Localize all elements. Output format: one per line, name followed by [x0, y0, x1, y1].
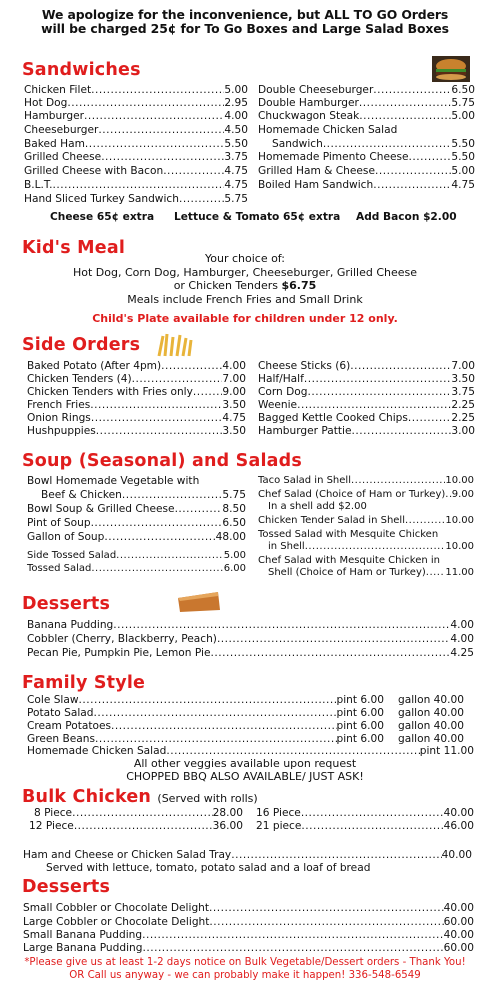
item-price: 4.75	[224, 165, 248, 177]
item-name: Chicken Tenders with Fries only	[27, 386, 193, 398]
menu-item	[258, 97, 475, 110]
dot-leader	[91, 412, 223, 425]
item-price: 4.75	[451, 179, 475, 191]
menu-item	[23, 902, 474, 915]
dot-leader	[142, 929, 444, 942]
footer-call: OR Call us anyway - we can probably make it happen! 336-548-6549	[69, 970, 421, 981]
dot-leader	[359, 97, 452, 110]
item-price: 40.00	[443, 929, 474, 941]
section-title-kids-meal: Kid's Meal	[22, 238, 126, 258]
pint-price: pint 6.00	[336, 694, 384, 706]
item-price: 5.00	[451, 165, 475, 177]
dot-leader	[373, 179, 451, 192]
notice-line-2: will be charged 25¢ for To Go Boxes and Large Salad Boxes	[41, 21, 449, 36]
item-name: Sandwich	[272, 138, 323, 150]
childs-plate-note: Child's Plate available for children under 12 only.	[92, 312, 398, 325]
item-price: 10.00	[445, 541, 474, 552]
menu-item	[27, 647, 474, 660]
item-price: 4.00	[222, 360, 246, 372]
item-name: Double Hamburger	[258, 97, 359, 109]
to-go-notice	[0, 0, 490, 36]
item-price: 7.00	[222, 373, 246, 385]
menu-item	[27, 399, 246, 412]
dot-leader	[161, 360, 222, 373]
menu-item	[256, 807, 474, 820]
section-title-sandwiches: Sandwiches	[22, 60, 141, 80]
dot-leader	[305, 541, 446, 554]
item-price: 4.00	[450, 633, 474, 645]
item-name: Grilled Ham & Cheese	[258, 165, 375, 177]
item-price: 7.00	[451, 360, 475, 372]
tray-price: 40.00	[441, 849, 472, 861]
kids-tenders-text: or Chicken Tenders	[173, 279, 278, 292]
item-price: 48.00	[215, 531, 246, 543]
item-price: 5.00	[223, 550, 246, 561]
item-name: Green Beans	[27, 733, 95, 745]
tray-note: Served with lettuce, tomato, potato salad and a loaf of bread	[46, 862, 371, 874]
item-name: Baked Ham	[24, 138, 85, 150]
menu-item	[27, 531, 246, 544]
item-name: Chicken Filet	[24, 84, 92, 96]
menu-item	[258, 425, 475, 438]
dot-leader	[104, 531, 215, 544]
menu-item	[258, 501, 474, 514]
dot-leader	[113, 619, 450, 632]
section-title-bulk-chicken	[22, 787, 258, 807]
section-title-desserts: Desserts	[22, 594, 111, 614]
item-price: 2.25	[451, 399, 475, 411]
menu-item	[258, 399, 475, 412]
menu-item	[27, 563, 246, 576]
menu-item	[23, 929, 474, 942]
item-price: 2.95	[224, 97, 248, 109]
item-price: 2.25	[451, 412, 475, 424]
item-price: 11.00	[445, 567, 474, 578]
dot-leader	[373, 84, 451, 97]
menu-item	[24, 151, 248, 164]
dot-leader	[96, 425, 223, 438]
dot-leader	[405, 515, 445, 528]
item-name: Cheese Sticks (6)	[258, 360, 351, 372]
menu-item	[27, 550, 246, 563]
dot-leader	[426, 567, 446, 580]
dot-leader	[308, 386, 452, 399]
menu-item	[27, 475, 246, 488]
item-price: 6.00	[223, 563, 246, 574]
dot-leader	[72, 807, 213, 820]
gallon-price: gallon 40.00	[398, 733, 464, 745]
dot-leader	[163, 165, 224, 178]
menu-item	[27, 619, 474, 632]
item-name: Small Banana Pudding	[23, 929, 143, 941]
item-name: Hushpuppies	[27, 425, 96, 437]
menu-item	[24, 165, 248, 178]
item-name: Corn Dog	[258, 386, 308, 398]
item-price: 60.00	[443, 916, 474, 928]
pint-price: pint 6.00	[336, 733, 384, 745]
pint-price: pint 6.00	[336, 720, 384, 732]
gallon-price: gallon 40.00	[398, 707, 464, 719]
dot-leader	[408, 412, 451, 425]
item-name: Chuckwagon Steak	[258, 110, 360, 122]
item-name: In a shell add $2.00	[268, 501, 367, 512]
item-price: 5.75	[451, 97, 475, 109]
item-name: Bowl Homemade Vegetable with	[27, 475, 200, 487]
item-name: Boiled Ham Sandwich	[258, 179, 374, 191]
menu-item	[258, 373, 475, 386]
family-item	[27, 694, 384, 707]
menu-item	[24, 124, 248, 137]
menu-item	[24, 84, 248, 97]
item-price: 40.00	[443, 807, 474, 819]
item-price: 3.50	[451, 373, 475, 385]
dot-leader	[304, 373, 452, 386]
item-price: 9.00	[451, 489, 474, 500]
french-fries-icon	[153, 332, 197, 358]
pie-slice-icon	[176, 588, 222, 616]
gallon-price: gallon 40.00	[398, 720, 464, 732]
item-name: Chicken Tender Salad in Shell	[258, 515, 405, 526]
item-name: Potato Salad	[27, 707, 94, 719]
item-name: 8 Piece	[34, 807, 73, 819]
dot-leader	[90, 399, 222, 412]
menu-item	[258, 529, 474, 542]
menu-item	[24, 97, 248, 110]
item-price: 4.00	[450, 619, 474, 631]
dot-leader	[116, 550, 224, 563]
dot-leader	[85, 138, 225, 151]
item-name: Cobbler (Cherry, Blackberry, Peach)	[27, 633, 217, 645]
item-name: Half/Half	[258, 373, 304, 385]
dot-leader	[375, 165, 451, 178]
item-name: Banana Pudding	[27, 619, 114, 631]
menu-item	[258, 541, 474, 554]
item-name: Homemade Chicken Salad	[258, 124, 398, 136]
menu-item	[258, 386, 475, 399]
item-name: Weenie	[258, 399, 298, 411]
dot-leader	[67, 97, 224, 110]
item-price: 4.00	[224, 110, 248, 122]
notice-line-1: We apologize for the inconvenience, but ALL TO GO Orders	[41, 7, 449, 22]
family-item-chicken-salad	[27, 745, 474, 758]
family-item	[27, 720, 384, 733]
item-price: 8.50	[222, 503, 246, 515]
dot-leader	[193, 386, 223, 399]
dot-leader	[210, 647, 450, 660]
item-name: 21 piece	[256, 820, 302, 832]
extra-lettuce-tomato: Lettuce & Tomato 65¢ extra	[174, 211, 341, 223]
item-price: 3.75	[224, 151, 248, 163]
menu-item	[258, 515, 474, 528]
menu-item	[258, 151, 475, 164]
item-name: Tossed Salad	[27, 563, 92, 574]
item-price: 4.25	[450, 647, 474, 659]
item-price: 46.00	[443, 820, 474, 832]
item-name: Tossed Salad with Mesquite Chicken	[258, 529, 439, 540]
kids-meal-includes: Meals include French Fries and Small Drink	[127, 293, 363, 306]
menu-item	[23, 916, 474, 929]
menu-item	[24, 179, 248, 192]
item-name: Grilled Cheese	[24, 151, 102, 163]
dot-leader	[84, 110, 224, 123]
dot-leader	[175, 503, 223, 516]
menu-item	[258, 489, 474, 502]
dot-leader	[79, 694, 337, 707]
menu-item	[27, 412, 246, 425]
dot-leader	[301, 820, 443, 833]
item-name: Homemade Pimento Cheese	[258, 151, 409, 163]
item-name: Hamburger Pattie	[258, 425, 352, 437]
bulk-chicken-title: Bulk Chicken	[22, 787, 152, 807]
dot-leader	[297, 399, 451, 412]
item-price: 5.75	[224, 193, 248, 205]
item-name: Chef Salad (Choice of Ham or Turkey)	[258, 489, 446, 500]
kids-options-line-2	[0, 279, 490, 292]
item-price: 4.50	[224, 124, 248, 136]
dot-leader	[95, 733, 337, 746]
item-price: 6.50	[451, 84, 475, 96]
dot-leader	[91, 517, 223, 530]
item-name: Cole Slaw	[27, 694, 79, 706]
item-name: Small Cobbler or Chocolate Delight	[23, 902, 210, 914]
dot-leader	[301, 807, 444, 820]
menu-item	[258, 124, 475, 137]
item-price: 3.50	[222, 425, 246, 437]
item-price: 5.50	[224, 138, 248, 150]
item-name: Homemade Chicken Salad	[27, 745, 167, 757]
item-name: B.L.T.	[24, 179, 53, 191]
item-price: 5.75	[222, 489, 246, 501]
dot-leader	[352, 425, 452, 438]
dot-leader	[166, 745, 419, 758]
item-price: 28.00	[212, 807, 243, 819]
gallon-price: gallon 40.00	[398, 694, 464, 706]
menu-item	[256, 820, 474, 833]
item-name: Pecan Pie, Pumpkin Pie, Lemon Pie	[27, 647, 211, 659]
item-name: Grilled Cheese with Bacon	[24, 165, 164, 177]
item-name: Hot Dog	[24, 97, 68, 109]
section-title-family-style: Family Style	[22, 673, 146, 693]
item-price: 4.75	[222, 412, 246, 424]
item-name: French Fries	[27, 399, 91, 411]
menu-item	[24, 193, 248, 206]
menu-item	[27, 633, 474, 646]
item-name: Large Banana Pudding	[23, 942, 143, 954]
item-name: Hand Sliced Turkey Sandwich	[24, 193, 179, 205]
item-price: 9.00	[222, 386, 246, 398]
menu-item	[258, 110, 475, 123]
item-name: Onion Rings	[27, 412, 91, 424]
dot-leader	[53, 179, 225, 192]
menu-item	[29, 820, 243, 833]
dot-leader	[209, 902, 444, 915]
section-title-soup-salads: Soup (Seasonal) and Salads	[22, 451, 303, 471]
menu-item	[258, 179, 475, 192]
pint-price: pint 6.00	[336, 707, 384, 719]
dot-leader	[111, 720, 336, 733]
menu-item	[258, 360, 475, 373]
menu-item	[27, 503, 246, 516]
dot-leader	[409, 151, 452, 164]
menu-item	[27, 425, 246, 438]
dot-leader	[179, 193, 224, 206]
burger-icon	[432, 56, 470, 82]
item-price: 10.00	[445, 475, 474, 486]
menu-item	[27, 360, 246, 373]
item-name: Pint of Soup	[27, 517, 91, 529]
menu-item	[258, 567, 474, 580]
item-name: Hamburger	[24, 110, 84, 122]
extra-bacon: Add Bacon $2.00	[356, 211, 457, 223]
dot-leader	[122, 489, 223, 502]
dot-leader	[209, 916, 443, 929]
dot-leader	[91, 84, 224, 97]
tray-name: Ham and Cheese or Chicken Salad Tray	[23, 849, 232, 861]
menu-item	[27, 517, 246, 530]
kids-options-line-1: Hot Dog, Corn Dog, Hamburger, Cheeseburger, Grilled Cheese	[72, 266, 418, 279]
item-name: Chef Salad with Mesquite Chicken in	[258, 555, 440, 566]
dot-leader	[94, 707, 337, 720]
kids-choice: Your choice of:	[204, 252, 285, 265]
item-name: 12 Piece	[29, 820, 74, 832]
item-price: 4.75	[224, 179, 248, 191]
menu-item	[27, 386, 246, 399]
item-price: 40.00	[443, 902, 474, 914]
dot-leader	[217, 633, 450, 646]
dot-leader	[91, 563, 223, 576]
item-name: Double Cheeseburger	[258, 84, 374, 96]
item-name: Cream Potatoes	[27, 720, 112, 732]
section-title-bulk-desserts: Desserts	[22, 877, 111, 897]
item-price: 36.00	[212, 820, 243, 832]
item-name: in Shell	[268, 541, 305, 552]
dot-leader	[323, 138, 452, 151]
item-price: 60.00	[443, 942, 474, 954]
family-note-veggies: All other veggies available upon request	[133, 757, 357, 770]
menu-item	[258, 84, 475, 97]
item-name: Cheeseburger	[24, 124, 99, 136]
item-name: Side Tossed Salad	[27, 550, 117, 561]
item-name: Taco Salad in Shell	[258, 475, 351, 486]
item-name: Beef & Chicken	[41, 489, 122, 501]
extra-cheese: Cheese 65¢ extra	[50, 211, 155, 223]
menu-item	[27, 489, 246, 502]
dot-leader	[132, 373, 223, 386]
item-price: 6.50	[222, 517, 246, 529]
menu-item	[24, 110, 248, 123]
dot-leader	[351, 475, 445, 488]
item-price: 5.00	[224, 84, 248, 96]
item-name: 16 Piece	[256, 807, 301, 819]
kids-price: $6.75	[281, 279, 317, 292]
tray-row	[23, 849, 472, 862]
item-price: 5.50	[451, 138, 475, 150]
item-price: 3.00	[451, 425, 475, 437]
menu-item	[258, 555, 474, 568]
item-name: Large Cobbler or Chocolate Delight	[23, 916, 210, 928]
dot-leader	[101, 151, 224, 164]
item-price: 3.50	[222, 399, 246, 411]
item-price: 5.00	[451, 110, 475, 122]
menu-item	[258, 138, 475, 151]
item-price: 5.50	[451, 151, 475, 163]
family-note-bbq: CHOPPED BBQ ALSO AVAILABLE/ JUST ASK!	[126, 770, 364, 783]
footer-notice: *Please give us at least 1-2 days notice on Bulk Vegetable/Dessert orders - Thank You!	[24, 957, 466, 968]
menu-item	[24, 138, 248, 151]
family-item	[27, 733, 384, 746]
item-name: Bowl Soup & Grilled Cheese	[27, 503, 175, 515]
item-name: Chicken Tenders (4)	[27, 373, 132, 385]
dot-leader	[98, 124, 224, 137]
dot-leader	[142, 942, 443, 955]
menu-item	[258, 412, 475, 425]
item-name: Bagged Kettle Cooked Chips	[258, 412, 408, 424]
dot-leader	[74, 820, 213, 833]
item-price: 10.00	[445, 515, 474, 526]
menu-item	[23, 942, 474, 955]
section-title-side-orders: Side Orders	[22, 335, 141, 355]
bulk-chicken-subtitle: (Served with rolls)	[157, 792, 258, 805]
item-price: pint 11.00	[419, 745, 474, 757]
dot-leader	[350, 360, 451, 373]
menu-item	[258, 475, 474, 488]
family-item	[27, 707, 384, 720]
item-name: Shell (Choice of Ham or Turkey)	[268, 567, 426, 578]
menu-item	[27, 373, 246, 386]
menu-item	[258, 165, 475, 178]
item-price: 3.75	[451, 386, 475, 398]
menu-item	[29, 807, 243, 820]
dot-leader	[359, 110, 451, 123]
item-name: Gallon of Soup	[27, 531, 105, 543]
item-name: Baked Potato (After 4pm)	[27, 360, 162, 372]
